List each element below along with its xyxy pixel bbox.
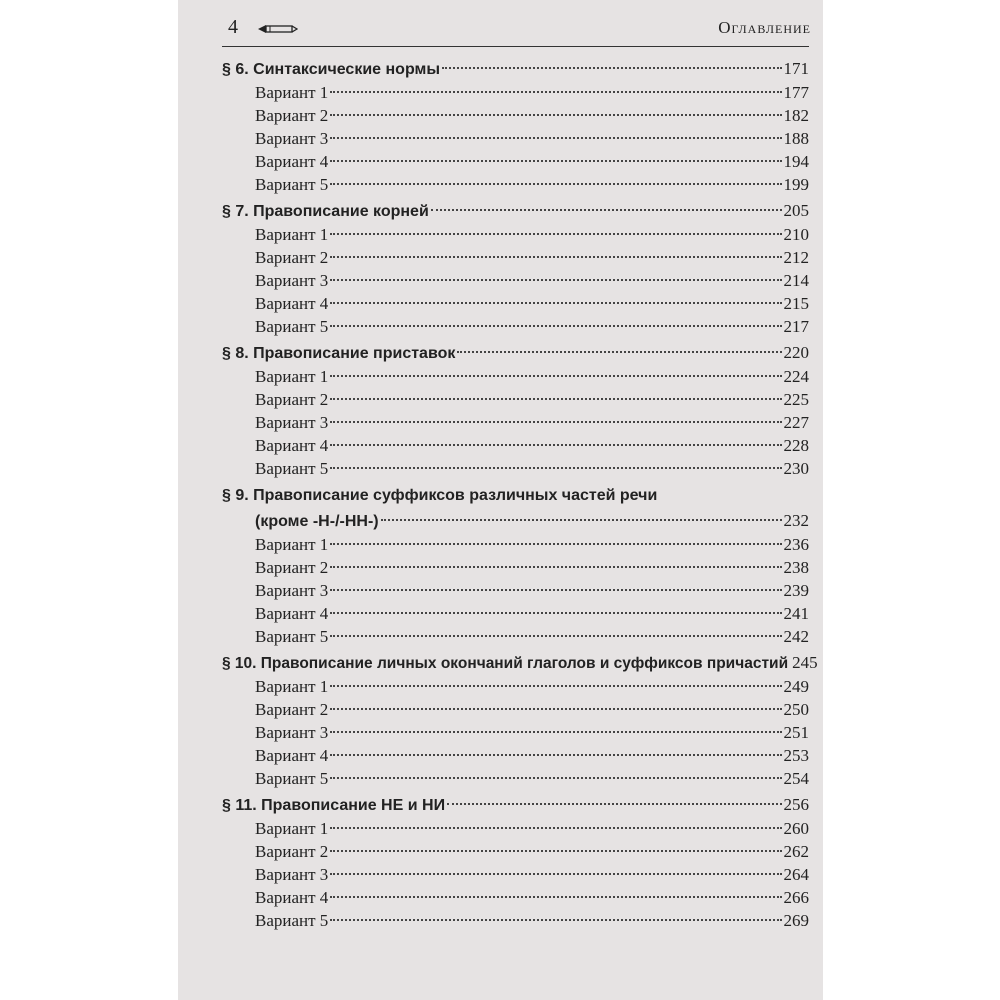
dot-leader (330, 731, 781, 733)
dot-leader (330, 137, 781, 139)
toc-variant[interactable] (222, 840, 809, 863)
dot-leader (431, 209, 782, 211)
variant-label: Вариант 2 (255, 106, 329, 125)
page-ref: 214 (783, 271, 809, 290)
section-title: § 7. Правописание корней (222, 203, 429, 220)
toc-section-heading[interactable] (222, 793, 809, 817)
page-ref: 194 (783, 152, 809, 171)
dot-leader (457, 351, 781, 353)
table-of-contents (222, 57, 818, 935)
page-ref: 224 (783, 367, 809, 386)
toc-variant[interactable] (222, 556, 809, 579)
section-title: § 9. Правописание суффиксов различных частей речи (222, 487, 658, 504)
dot-leader (330, 612, 781, 614)
page-ref: 215 (783, 294, 809, 313)
page-ref: 182 (783, 106, 809, 125)
variant-label: Вариант 4 (255, 888, 329, 907)
page-ref: 188 (783, 129, 809, 148)
page-ref: 249 (783, 677, 809, 696)
toc-variant[interactable] (222, 104, 809, 127)
pen-icon (256, 22, 298, 36)
variant-label: Вариант 2 (255, 558, 329, 577)
variant-label: Вариант 3 (255, 723, 329, 742)
page-ref: 238 (783, 558, 809, 577)
toc-section-heading[interactable] (222, 651, 818, 675)
variant-label: Вариант 1 (255, 225, 329, 244)
page-ref: 212 (783, 248, 809, 267)
toc-variant[interactable] (222, 698, 809, 721)
toc-variant[interactable] (222, 886, 809, 909)
variant-label: Вариант 2 (255, 842, 329, 861)
toc-variant[interactable] (222, 246, 809, 269)
page-ref: 236 (783, 535, 809, 554)
dot-leader (330, 375, 781, 377)
running-title: Оглавление (718, 18, 811, 37)
page-ref: 228 (783, 436, 809, 455)
toc-section (222, 57, 809, 196)
dot-leader (330, 467, 781, 469)
page-ref: 253 (783, 746, 809, 765)
dot-leader (447, 803, 781, 805)
toc-variant[interactable] (222, 411, 809, 434)
variant-label: Вариант 5 (255, 459, 329, 478)
dot-leader (330, 114, 781, 116)
toc-variant[interactable] (222, 602, 809, 625)
toc-variant[interactable] (222, 434, 809, 457)
page-ref: 225 (783, 390, 809, 409)
toc-section-heading[interactable] (222, 199, 809, 223)
variant-label: Вариант 4 (255, 436, 329, 455)
toc-variant[interactable] (222, 817, 809, 840)
dot-leader (330, 543, 781, 545)
header-rule (222, 46, 809, 47)
variant-label: Вариант 1 (255, 677, 329, 696)
dot-leader (330, 754, 781, 756)
section-title-cont: (кроме -Н-/-НН-) (255, 513, 379, 530)
toc-variant[interactable] (222, 533, 809, 556)
toc-variant[interactable] (222, 744, 809, 767)
toc-section-heading-cont[interactable] (222, 509, 809, 533)
toc-variant[interactable] (222, 675, 809, 698)
variant-label: Вариант 1 (255, 819, 329, 838)
dot-leader (330, 589, 781, 591)
dot-leader (330, 919, 781, 921)
toc-section (222, 793, 809, 932)
dot-leader (330, 160, 781, 162)
dot-leader (330, 777, 781, 779)
toc-section-heading[interactable] (222, 341, 809, 365)
toc-variant[interactable] (222, 909, 809, 932)
page-ref: 205 (783, 201, 809, 220)
page-number: 4 (228, 16, 238, 38)
toc-section-heading[interactable] (222, 57, 809, 81)
dot-leader (330, 421, 781, 423)
variant-label: Вариант 5 (255, 911, 329, 930)
variant-label: Вариант 1 (255, 83, 329, 102)
variant-label: Вариант 4 (255, 294, 329, 313)
page-ref: 242 (783, 627, 809, 646)
page-ref: 230 (783, 459, 809, 478)
toc-section (222, 341, 809, 480)
toc-section (222, 199, 809, 338)
dot-leader (330, 233, 781, 235)
page-header (228, 14, 811, 42)
variant-label: Вариант 2 (255, 248, 329, 267)
toc-variant[interactable] (222, 223, 809, 246)
toc-variant[interactable] (222, 863, 809, 886)
toc-variant[interactable] (222, 721, 809, 744)
toc-variant[interactable] (222, 269, 809, 292)
variant-label: Вариант 3 (255, 413, 329, 432)
variant-label: Вариант 1 (255, 367, 329, 386)
dot-leader (330, 325, 781, 327)
page-ref: 256 (783, 795, 809, 814)
variant-label: Вариант 2 (255, 700, 329, 719)
page-ref: 171 (783, 59, 809, 78)
variant-label: Вариант 5 (255, 317, 329, 336)
variant-label: Вариант 3 (255, 865, 329, 884)
dot-leader (330, 91, 781, 93)
variant-label: Вариант 2 (255, 390, 329, 409)
toc-variant[interactable] (222, 81, 809, 104)
variant-label: Вариант 5 (255, 769, 329, 788)
variant-label: Вариант 4 (255, 746, 329, 765)
toc-section-heading[interactable] (222, 483, 809, 509)
toc-variant[interactable] (222, 292, 809, 315)
dot-leader (330, 896, 781, 898)
page-ref: 254 (783, 769, 809, 788)
page-ref: 232 (783, 511, 809, 530)
page-ref: 210 (783, 225, 809, 244)
dot-leader (330, 850, 781, 852)
section-title: § 10. Правописание личных окончаний глаголов и суффиксов причастий (222, 655, 789, 672)
variant-label: Вариант 5 (255, 175, 329, 194)
page-ref: 241 (783, 604, 809, 623)
dot-leader (330, 398, 781, 400)
toc-variant[interactable] (222, 173, 809, 196)
page-ref: 220 (783, 343, 809, 362)
toc-section (222, 483, 809, 648)
dot-leader (330, 279, 781, 281)
page-ref: 269 (783, 911, 809, 930)
page-ref: 217 (783, 317, 809, 336)
toc-section (222, 651, 818, 790)
dot-leader (442, 67, 781, 69)
page-ref: 266 (783, 888, 809, 907)
toc-variant[interactable] (222, 150, 809, 173)
toc-variant[interactable] (222, 365, 809, 388)
dot-leader (330, 635, 781, 637)
page-ref: 245 (792, 653, 818, 672)
variant-label: Вариант 3 (255, 581, 329, 600)
page-ref: 177 (783, 83, 809, 102)
page-ref: 251 (783, 723, 809, 742)
page-ref: 199 (783, 175, 809, 194)
dot-leader (330, 708, 781, 710)
dot-leader (330, 444, 781, 446)
page-ref: 250 (783, 700, 809, 719)
toc-variant[interactable] (222, 127, 809, 150)
page-ref: 260 (783, 819, 809, 838)
section-title: § 6. Синтаксические нормы (222, 61, 441, 78)
variant-label: Вариант 3 (255, 129, 329, 148)
section-title: § 8. Правописание приставок (222, 345, 456, 362)
variant-label: Вариант 1 (255, 535, 329, 554)
variant-label: Вариант 3 (255, 271, 329, 290)
variant-label: Вариант 4 (255, 152, 329, 171)
section-title: § 11. Правописание НЕ и НИ (222, 797, 446, 814)
toc-variant[interactable] (222, 625, 809, 648)
toc-variant[interactable] (222, 767, 809, 790)
page-ref: 239 (783, 581, 809, 600)
dot-leader (330, 302, 781, 304)
variant-label: Вариант 5 (255, 627, 329, 646)
dot-leader (330, 566, 781, 568)
dot-leader (330, 183, 781, 185)
page-ref: 227 (783, 413, 809, 432)
toc-variant[interactable] (222, 388, 809, 411)
toc-variant[interactable] (222, 579, 809, 602)
dot-leader (330, 256, 781, 258)
toc-variant[interactable] (222, 315, 809, 338)
dot-leader (381, 519, 782, 521)
dot-leader (330, 827, 781, 829)
toc-variant[interactable] (222, 457, 809, 480)
variant-label: Вариант 4 (255, 604, 329, 623)
dot-leader (330, 685, 781, 687)
page-ref: 262 (783, 842, 809, 861)
dot-leader (330, 873, 781, 875)
page-ref: 264 (783, 865, 809, 884)
